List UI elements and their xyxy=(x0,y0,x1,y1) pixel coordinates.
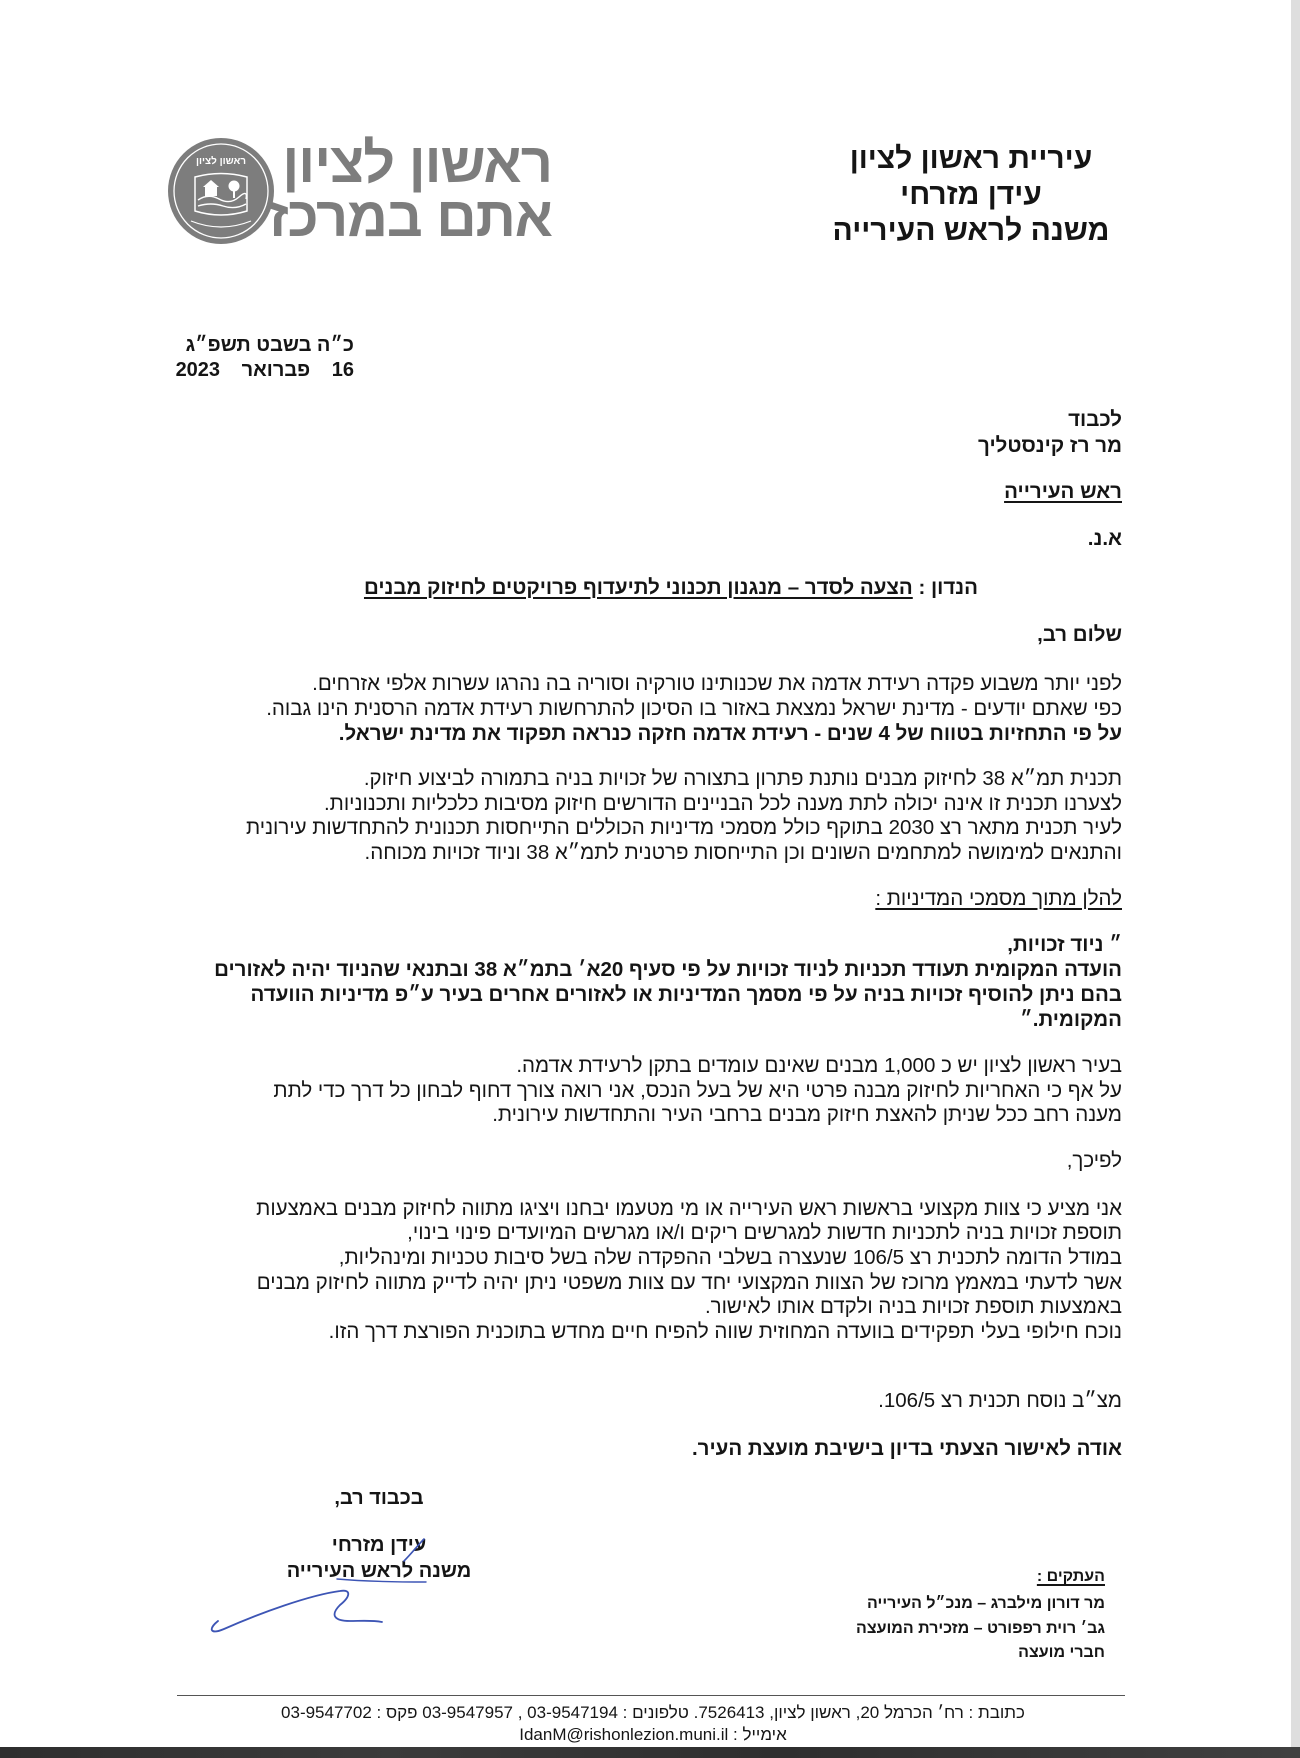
body-p2-line: לצערנו תכנית זו אינה יכולה לתת מענה לכל הבניינים הדורשים חיזוק מסיבות כלכליות ותכנוניות. xyxy=(323,792,1122,815)
subject-line xyxy=(364,575,978,600)
copies-label: העתקים : xyxy=(1036,1568,1105,1585)
handwritten-signature xyxy=(200,1525,440,1640)
recipient-title: ראש העירייה xyxy=(1004,480,1122,503)
copies-item: גב׳ רוית רפפורט – מזכירת המועצה xyxy=(856,1620,1105,1637)
hebrew-date: כ״ה בשבט תשפ״ג xyxy=(185,334,354,356)
body-p4-line: אני מציע כי צוות מקצועי בראשות ראש העירייה או מי מטעמו יבחנו ויציגו מתווה לחיזוק מבנים באמצעות xyxy=(256,1197,1122,1220)
body-p4-line: באמצעות תוספת זכויות בניה ולקדם אותו לאישור. xyxy=(704,1295,1122,1318)
body-p3-line: על אף כי האחריות לחיזוק מבנה פרטי היא של בעל הנכס, אני רואה צורך דחוף לבחון כל דרך כדי לתת xyxy=(273,1079,1122,1102)
body-p2-line: תכנית תמ״א 38 לחיזוק מבנים נותנת פתרון בתצורה של זכויות בניה בתמורה לביצוע חיזוק. xyxy=(363,767,1122,790)
body-p4-line: נוכח חילופי בעלי תפקידים בוועדה המחוזית שווה להפיח חיים מחדש בתוכנית הפורצת דרך הזו. xyxy=(328,1320,1122,1343)
attachment-note: מצ״ב נוסח תכנית רצ 106/5. xyxy=(878,1389,1122,1412)
logo-line-1: ראשון לציון xyxy=(282,131,552,194)
letterhead-name: עידן מזרחי xyxy=(900,178,1042,211)
policy-quote-line: בהם ניתן להוסיף זכויות בניה על פי מסמך המדיניות או לאזורים אחרים בעיר ע״פ מדיניות הוועדה xyxy=(250,983,1122,1006)
subject-text: הצעה לסדר – מנגנון תכנוני לתיעדוף פרויקטים לחיזוק מבנים xyxy=(363,576,913,599)
gregorian-date: 16 פברואר 2023 xyxy=(175,359,354,381)
letterhead-role: משנה לראש העירייה xyxy=(832,214,1110,247)
body-p3-line: בעיר ראשון לציון יש כ 1,000 מבנים שאינם עומדים בתקן לרעידת אדמה. xyxy=(516,1054,1122,1077)
letterhead xyxy=(816,141,1126,249)
recipient-name: מר רז קינסטליך xyxy=(978,434,1122,457)
greeting: שלום רב, xyxy=(1037,623,1122,646)
policy-quote-line: המקומית.״ xyxy=(1020,1008,1122,1031)
city-emblem-icon xyxy=(167,137,275,245)
closing-regards: בכבוד רב, xyxy=(334,1487,424,1509)
body-p4-line: תוספת זכויות בניה לתכניות חדשות למגרשים ריקים ו/או מגרשים המיועדים פינוי בינוי, xyxy=(407,1221,1122,1244)
viewer-bottom-bar xyxy=(0,1747,1300,1758)
body-p2-line: לעיר תכנית מתאר רצ 2030 בתוקף כולל מסמכי מדיניות הכוללים התייחסות תכנונית להתחדשות עירונית xyxy=(245,816,1122,839)
emblem-text: ראשון לציון xyxy=(195,156,247,167)
scan-edge xyxy=(1291,0,1300,1747)
date-block xyxy=(176,333,354,383)
approval-request: אודה לאישור הצעתי בדיון בישיבת מועצת העיר. xyxy=(691,1437,1122,1460)
body-p2-line: והתנאים למימושה למתחמים השונים וכן התייחסות פרטנית לתמ״א 38 וניוד זכויות מכוחה. xyxy=(364,841,1122,864)
policy-quote-line: ״ ניוד זכויות, xyxy=(1007,933,1122,956)
therefore-line: לפיכך, xyxy=(1066,1149,1122,1172)
policy-quote-line: הועדה המקומית תעודד תכניות לניוד זכויות על פי סעיף 20א׳ בתמ״א 38 ובתנאי שהניוד יהיה לאזורים xyxy=(214,958,1122,981)
logo-line-2: אתם במרכז xyxy=(268,185,552,248)
city-logo-wordmark xyxy=(268,131,552,248)
recipient-an: א.נ. xyxy=(1087,527,1122,550)
footer-email: אימייל : IdanM@rishonlezion.muni.il xyxy=(519,1725,787,1744)
footer-divider xyxy=(177,1695,1125,1696)
body-p1-line: לפני יותר משבוע פקדה רעידת אדמה את שכנותינו טורקיה וסוריה בה נהרגו עשרות אלפי אזרחים. xyxy=(312,672,1122,695)
signer-role: משנה לראש העירייה xyxy=(286,1560,472,1582)
body-p4-line: אשר לדעתי במאמץ מרוכז של הצוות המקצועי יחד עם צוות משפטי ניתן יהיה לדייק מתווה לחיזוק מבנים xyxy=(256,1271,1122,1294)
signer-name: עידן מזרחי xyxy=(331,1534,427,1556)
body-p4-line: במודל הדומה לתכנית רצ 106/5 שנעצרה בשלבי ההפקדה שלה בשל סיבות טכניות ומינהליות, xyxy=(338,1246,1122,1269)
body-p1-line: כפי שאתם יודעים - מדינת ישראל נמצאת באזור בו הסיכון להתרחשות רעידת אדמה הרסנית הינו גבוה. xyxy=(266,697,1122,720)
body-p3-line: מענה רחב ככל שניתן להאצת חיזוק מבנים ברחבי העיר והתחדשות עירונית. xyxy=(492,1103,1122,1126)
copies-item: חברי מועצה xyxy=(1018,1644,1105,1661)
recipient-salutation: לכבוד xyxy=(1068,408,1122,431)
policy-intro: להלן מתוך מסמכי המדיניות : xyxy=(875,887,1122,910)
subject-label: הנדון : xyxy=(918,576,978,599)
copies-item: מר דורון מילברג – מנכ״ל העירייה xyxy=(867,1595,1105,1612)
footer-address: כתובת : רח׳ הכרמל 20, ראשון לציון, 7526413. טלפונים : 03-9547194 , 03-9547957 פקס : 03-9547702 xyxy=(281,1703,1025,1722)
body-p1-line: על פי התחזיות בטווח של 4 שנים - רעידת אדמה חזקה כנראה תפקוד את מדינת ישראל. xyxy=(338,722,1122,745)
letterhead-org: עיריית ראשון לציון xyxy=(849,142,1093,175)
